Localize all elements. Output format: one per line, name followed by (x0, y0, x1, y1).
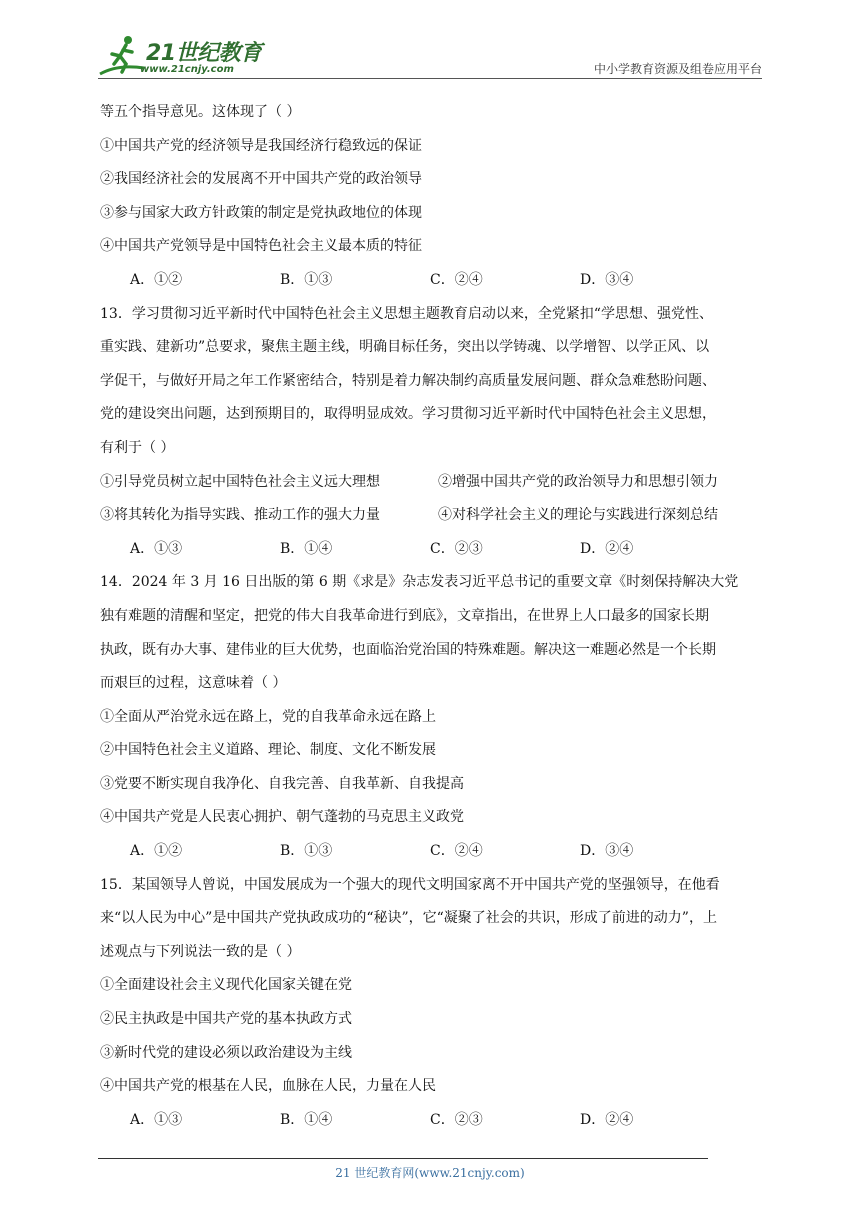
platform-name: 中小学教育资源及组卷应用平台 (593, 62, 762, 76)
option-d[interactable]: D．②④ (580, 1111, 634, 1128)
option-d[interactable]: D．③④ (580, 843, 634, 860)
q13-stem-line: 13．学习贯彻习近平新时代中国特色社会主义思想主题教育启动以来，全党紧扣“学思想、强党性、 (100, 305, 713, 322)
footer-divider (98, 1158, 708, 1159)
q15-options (100, 1104, 764, 1138)
q14-stem-line: 执政，既有办大事、建伟业的巨大优势，也面临治党治国的特殊难题。解决这一难题必然是一个长期 (100, 641, 716, 658)
q15-stem-line: 述观点与下列说法一致的是（ ） (100, 943, 301, 960)
option-b[interactable]: B．①③ (280, 271, 333, 288)
q13-stem-line: 党的建设突出问题，达到预期目的，取得明显成效。学习贯彻习近平新时代中国特色社会主义思想， (100, 406, 716, 423)
option-a[interactable]: A．①② (130, 843, 183, 860)
option-a[interactable]: A．①② (130, 271, 183, 288)
q12-stem-line: 等五个指导意见。这体现了（ ） (100, 104, 301, 120)
option-c[interactable]: C．②③ (430, 1111, 483, 1128)
q14-item: ③党要不断实现自我净化、自我完善、自我革新、自我提高 (100, 775, 464, 792)
q12-options (100, 264, 764, 298)
q13-stem-line: 学促干，与做好开局之年工作紧密结合，特别是着力解决制约高质量发展问题、群众急难愁盼问题、 (100, 372, 716, 389)
q13-item: ③将其转化为指导实践、推动工作的强大力量 (100, 507, 380, 524)
q13-stem-line: 重实践、建新功”总要求，聚焦主题主线，明确目标任务，突出以学铸魂、以学增智、以学正风、以 (100, 339, 710, 356)
q15-item: ①全面建设社会主义现代化国家关键在党 (100, 977, 352, 994)
page-header (98, 32, 762, 82)
option-c[interactable]: C．②④ (430, 843, 483, 860)
q14-stem-line: 而艰巨的过程，这意味着（ ） (100, 675, 287, 692)
logo-url: www.21cnjy.com (140, 64, 234, 75)
header-divider (98, 78, 762, 79)
option-d[interactable]: D．②④ (580, 540, 634, 557)
q15-stem-line: 来“以人民为中心”是中国共产党执政成功的“秘诀”，它“凝聚了社会的共识，形成了前进的动力”，上 (100, 910, 717, 927)
q14-item: ②中国特色社会主义道路、理论、制度、文化不断发展 (100, 742, 436, 759)
q13-item-row (100, 466, 764, 500)
q13-item-row (100, 499, 764, 533)
option-b[interactable]: B．①④ (280, 1111, 333, 1128)
q15-item: ③新时代党的建设必须以政治建设为主线 (100, 1044, 352, 1061)
option-c[interactable]: C．②④ (430, 271, 483, 288)
q13-stem-line: 有利于（ ） (100, 439, 175, 456)
logo-text: 21世纪教育 (146, 41, 262, 66)
option-c[interactable]: C．②③ (430, 540, 483, 557)
option-a[interactable]: A．①③ (130, 540, 183, 557)
question-content (100, 96, 764, 1137)
q13-item: ④对科学社会主义的理论与实践进行深刻总结 (438, 507, 718, 524)
q15-item: ④中国共产党的根基在人民，血脉在人民，力量在人民 (100, 1078, 436, 1095)
site-logo (98, 34, 262, 78)
q15-item: ②民主执政是中国共产党的基本执政方式 (100, 1011, 352, 1028)
q14-stem-line: 独有难题的清醒和坚定，把党的伟大自我革命进行到底》，文章指出，在世界上人口最多的国家长期 (100, 607, 709, 624)
q14-item: ①全面从严治党永远在路上，党的自我革命永远在路上 (100, 708, 436, 725)
q12-item: ④中国共产党领导是中国特色社会主义最本质的特征 (100, 238, 422, 255)
footer-link[interactable]: 21 世纪教育网(www.21cnjy.com) (335, 1166, 525, 1180)
q12-item: ③参与国家大政方针政策的制定是党执政地位的体现 (100, 204, 422, 221)
option-d[interactable]: D．③④ (580, 271, 634, 288)
option-a[interactable]: A．①③ (130, 1111, 183, 1128)
q13-item: ②增强中国共产党的政治领导力和思想引领力 (438, 473, 718, 490)
q15-stem-line: 15．某国领导人曾说，中国发展成为一个强大的现代文明国家离不开中国共产党的坚强领导，在他看 (100, 876, 720, 893)
option-b[interactable]: B．①③ (280, 843, 333, 860)
option-b[interactable]: B．①④ (280, 540, 333, 557)
q14-stem-line: 14．2024 年 3 月 16 日出版的第 6 期《求是》杂志发表习近平总书记的重要文章《时刻保持解决大党 (100, 574, 739, 591)
q12-item: ②我国经济社会的发展离不开中国共产党的政治领导 (100, 171, 422, 188)
q13-options (100, 533, 764, 567)
q14-item: ④中国共产党是人民衷心拥护、朝气蓬勃的马克思主义政党 (100, 809, 464, 826)
q12-item: ①中国共产党的经济领导是我国经济行稳致远的保证 (100, 137, 422, 154)
q14-options (100, 835, 764, 869)
q13-item: ①引导党员树立起中国特色社会主义远大理想 (100, 473, 380, 490)
